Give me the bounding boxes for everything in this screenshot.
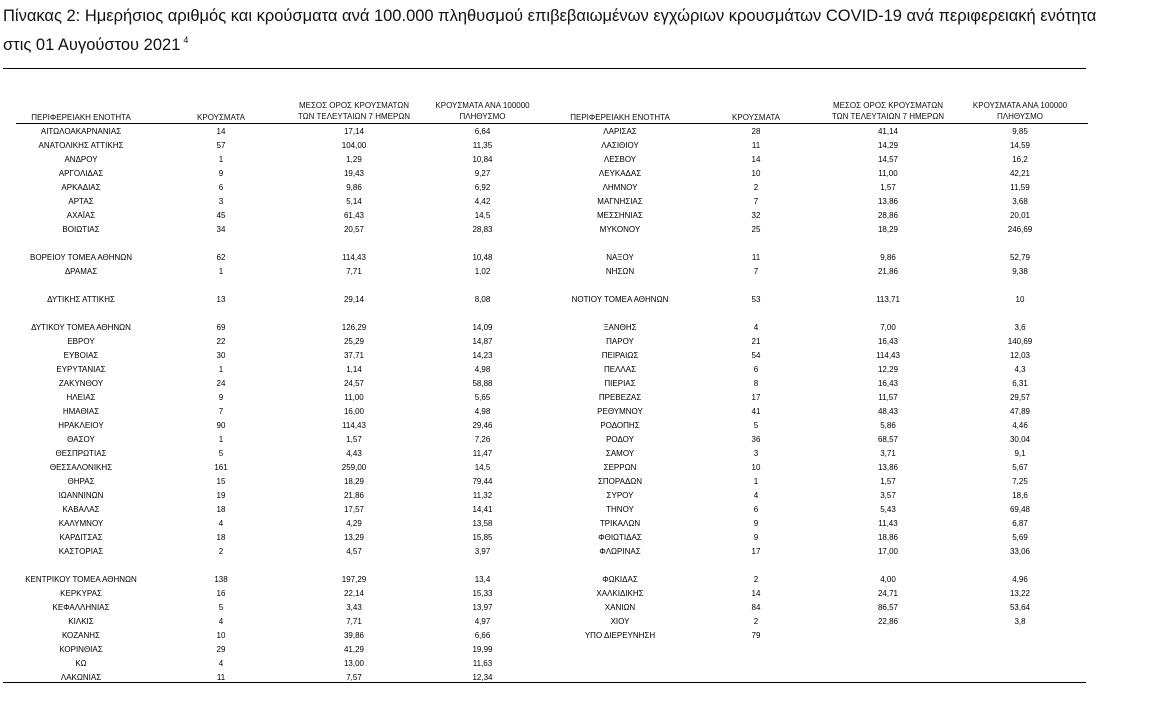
cell-region: ΘΕΣΣΑΛΟΝΙΚΗΣ	[49, 463, 113, 472]
cell-region: ΣΥΡΟΥ	[606, 491, 634, 500]
cell-per100k: 16,2	[1012, 155, 1028, 164]
cell-per100k: 4,97	[474, 617, 491, 626]
cell-avg7: 7,71	[346, 617, 362, 626]
cell-cases: 6	[753, 505, 759, 514]
cell-avg7: 37,71	[343, 351, 365, 360]
cell-cases: 8	[753, 379, 759, 388]
cell-cases: 4	[753, 491, 759, 500]
cell-region: ΔΥΤΙΚΟΥ ΤΟΜΕΑ ΑΘΗΝΩΝ	[31, 323, 131, 332]
cell-region: ΚΕΡΚΥΡΑΣ	[60, 589, 102, 598]
cell-avg7: 126,29	[341, 323, 367, 332]
cell-avg7: 1,57	[880, 183, 896, 192]
cell-avg7: 14,57	[877, 155, 899, 164]
cell-per100k: 42,21	[1009, 169, 1031, 178]
cell-region: ΒΟΡΕΙΟΥ ΤΟΜΕΑ ΑΘΗΝΩΝ	[29, 253, 133, 262]
cell-region: ΧΑΛΚΙΔΙΚΗΣ	[596, 589, 644, 598]
cell-region: ΚΑΣΤΟΡΙΑΣ	[58, 547, 104, 556]
header-avg-line2: ΤΩΝ ΤΕΛΕΥΤΑΙΩΝ 7 ΗΜΕΡΩΝ	[831, 112, 945, 121]
cell-cases: 13	[216, 295, 226, 304]
cell-region: ΠΑΡΟΥ	[606, 337, 634, 346]
cell-cases: 7	[753, 267, 759, 276]
cell-avg7: 13,29	[343, 533, 365, 542]
caption-text: Πίνακας 2: Ημερήσιος αριθμός και κρούσματα ανά 100.000 πληθυσμού επιβεβαιωμένων εγχώριων κρουσμάτων COVID-19 ανά περιφερειακή ενότητα στις 01 Αυγούστου 2021	[3, 7, 1097, 54]
cell-cases: 24	[216, 379, 226, 388]
cell-per100k: 3,8	[1014, 617, 1026, 626]
cell-cases: 36	[751, 435, 761, 444]
cell-per100k: 14,5	[474, 463, 491, 472]
cell-region: ΗΜΑΘΙΑΣ	[62, 407, 100, 416]
cell-per100k: 4,42	[474, 197, 491, 206]
cell-avg7: 24,71	[877, 589, 899, 598]
cell-cases: 1	[218, 365, 224, 374]
cell-avg7: 11,43	[878, 519, 898, 528]
cell-cases: 29	[216, 645, 226, 654]
cell-per100k: 13,97	[472, 603, 493, 612]
cell-per100k: 14,23	[472, 351, 493, 360]
cell-avg7: 259,00	[341, 463, 367, 472]
cell-region: ΜΑΓΝΗΣΙΑΣ	[597, 197, 643, 206]
cell-per100k: 29,57	[1009, 393, 1031, 402]
cell-avg7: 12,29	[877, 365, 899, 374]
cell-cases: 22	[216, 337, 226, 346]
cell-cases: 57	[216, 141, 226, 150]
cell-per100k: 11,47	[472, 449, 493, 458]
cell-per100k: 9,27	[474, 169, 491, 178]
cell-region: ΖΑΚΥΝΘΟΥ	[58, 379, 104, 388]
cell-cases: 2	[753, 617, 759, 626]
table-caption	[3, 4, 1123, 57]
cell-avg7: 17,57	[343, 505, 365, 514]
cell-per100k: 52,79	[1009, 253, 1031, 262]
cell-region: ΠΕΙΡΑΙΩΣ	[601, 351, 639, 360]
cell-region: ΚΑΒΑΛΑΣ	[62, 505, 100, 514]
cell-avg7: 18,29	[343, 477, 365, 486]
cell-region: ΚΕΝΤΡΙΚΟΥ ΤΟΜΕΑ ΑΘΗΝΩΝ	[25, 575, 137, 584]
cell-avg7: 5,14	[346, 197, 362, 206]
cell-cases: 34	[216, 225, 226, 234]
cell-cases: 10	[751, 463, 761, 472]
cell-avg7: 21,86	[343, 491, 365, 500]
cell-per100k: 15,85	[472, 533, 493, 542]
cell-per100k: 29,46	[472, 421, 493, 430]
cell-per100k: 33,06	[1009, 547, 1031, 556]
cell-per100k: 9,1	[1014, 449, 1026, 458]
cell-avg7: 3,57	[880, 491, 896, 500]
cell-avg7: 4,43	[346, 449, 362, 458]
cell-cases: 19	[216, 491, 226, 500]
cell-avg7: 5,86	[880, 421, 896, 430]
cell-avg7: 18,86	[877, 533, 899, 542]
cell-per100k: 11,59	[1010, 183, 1030, 192]
cell-region: ΠΙΕΡΙΑΣ	[604, 379, 636, 388]
cell-cases: 16	[216, 589, 226, 598]
header-region-left: ΠΕΡΙΦΕΡΕΙΑΚΗ ΕΝΟΤΗΤΑ	[31, 113, 131, 122]
cell-region: ΕΥΒΟΙΑΣ	[63, 351, 99, 360]
cell-region: ΕΥΡΥΤΑΝΙΑΣ	[56, 365, 106, 374]
cell-region: ΚΙΛΚΙΣ	[68, 617, 94, 626]
cell-region: ΡΟΔΟΥ	[606, 435, 634, 444]
cell-region: ΧΑΝΙΩΝ	[604, 603, 636, 612]
cell-region: ΤΡΙΚΑΛΩΝ	[599, 519, 641, 528]
cell-avg7: 22,14	[343, 589, 365, 598]
cell-cases: 7	[753, 197, 759, 206]
cell-cases: 30	[216, 351, 226, 360]
cell-cases: 32	[751, 211, 761, 220]
cell-per100k: 11,35	[472, 141, 493, 150]
cell-avg7: 1,57	[346, 435, 362, 444]
header-avg-left	[284, 100, 424, 122]
cell-region: ΗΡΑΚΛΕΙΟΥ	[58, 421, 104, 430]
cell-cases: 138	[214, 575, 228, 584]
cell-avg7: 11,57	[878, 393, 898, 402]
cell-avg7: 4,29	[346, 519, 362, 528]
header-cases-right: ΚΡΟΥΣΜΑΤΑ	[732, 113, 780, 122]
cell-avg7: 16,00	[343, 407, 365, 416]
cell-avg7: 29,14	[343, 295, 365, 304]
header-per100k-left	[420, 100, 545, 122]
cell-region: ΣΑΜΟΥ	[605, 449, 635, 458]
cell-per100k: 8,08	[474, 295, 491, 304]
cell-cases: 14	[751, 155, 761, 164]
cell-avg7: 114,43	[342, 253, 366, 262]
cell-avg7: 68,57	[877, 435, 899, 444]
cell-per100k: 4,96	[1012, 575, 1028, 584]
cell-cases: 2	[753, 183, 759, 192]
cell-region: ΜΕΣΣΗΝΙΑΣ	[597, 211, 643, 220]
cell-avg7: 39,86	[343, 631, 365, 640]
cell-avg7: 13,86	[877, 463, 899, 472]
cell-cases: 161	[214, 463, 228, 472]
cell-per100k: 19,99	[472, 645, 493, 654]
cell-avg7: 113,71	[876, 295, 900, 304]
cell-cases: 79	[751, 631, 761, 640]
cell-region: ΚΕΦΑΛΛΗΝΙΑΣ	[52, 603, 110, 612]
cell-per100k: 6,87	[1012, 519, 1028, 528]
cell-per100k: 6,31	[1012, 379, 1028, 388]
cell-region: ΠΡΕΒΕΖΑΣ	[598, 393, 642, 402]
header-avg-right	[818, 100, 958, 122]
footnote-marker: 4	[183, 35, 189, 45]
cell-avg7: 41,14	[877, 127, 899, 136]
cell-avg7: 9,86	[880, 253, 896, 262]
cell-avg7: 19,43	[343, 169, 365, 178]
cell-region: ΗΛΕΙΑΣ	[66, 393, 96, 402]
cell-region: ΑΙΤΩΛΟΑΚΑΡΝΑΝΙΑΣ	[40, 127, 122, 136]
cell-cases: 4	[218, 519, 224, 528]
cell-per100k: 47,89	[1009, 407, 1031, 416]
cell-region: ΣΕΡΡΩΝ	[603, 463, 637, 472]
cell-region: ΣΠΟΡΑΔΩΝ	[597, 477, 643, 486]
cell-per100k: 12,03	[1009, 351, 1031, 360]
cell-region: ΚΑΡΔΙΤΣΑΣ	[59, 533, 103, 542]
cell-avg7: 20,57	[343, 225, 365, 234]
cell-cases: 3	[753, 449, 759, 458]
cell-region: ΔΡΑΜΑΣ	[64, 267, 98, 276]
header-per100k-line2: ΠΛΗΘΥΣΜΟ	[996, 112, 1044, 121]
cell-avg7: 104,00	[341, 141, 367, 150]
cell-avg7: 197,29	[341, 575, 367, 584]
cell-cases: 6	[218, 183, 224, 192]
cell-cases: 7	[218, 407, 224, 416]
cell-region: ΥΠΟ ΔΙΕΡΕΥΝΗΣΗ	[584, 631, 656, 640]
cell-region: ΔΥΤΙΚΗΣ ΑΤΤΙΚΗΣ	[47, 295, 115, 304]
cell-region: ΝΟΤΙΟΥ ΤΟΜΕΑ ΑΘΗΝΩΝ	[571, 295, 669, 304]
header-avg-line1: ΜΕΣΟΣ ΟΡΟΣ ΚΡΟΥΣΜΑΤΩΝ	[832, 101, 944, 110]
cell-per100k: 14,59	[1009, 141, 1031, 150]
cell-avg7: 1,14	[346, 365, 362, 374]
header-per100k-line1: ΚΡΟΥΣΜΑΤΑ ΑΝΑ 100000	[435, 101, 530, 110]
cell-cases: 17	[751, 393, 761, 402]
cell-avg7: 16,43	[877, 379, 899, 388]
cell-per100k: 5,65	[474, 393, 491, 402]
cell-avg7: 1,57	[880, 477, 896, 486]
cell-per100k: 4,3	[1014, 365, 1026, 374]
cell-avg7: 21,86	[877, 267, 899, 276]
cell-avg7: 7,00	[880, 323, 896, 332]
header-region-right: ΠΕΡΙΦΕΡΕΙΑΚΗ ΕΝΟΤΗΤΑ	[570, 113, 670, 122]
cell-region: ΙΩΑΝΝΙΝΩΝ	[58, 491, 104, 500]
cell-avg7: 14,29	[877, 141, 899, 150]
cell-avg7: 41,29	[343, 645, 365, 654]
cell-avg7: 16,43	[877, 337, 899, 346]
cell-region: ΑΡΤΑΣ	[68, 197, 94, 206]
cell-per100k: 3,6	[1014, 323, 1026, 332]
cell-region: ΤΗΝΟΥ	[606, 505, 634, 514]
cell-per100k: 20,01	[1009, 211, 1031, 220]
cell-cases: 3	[218, 197, 224, 206]
cell-cases: 2	[753, 575, 759, 584]
cell-region: ΞΑΝΘΗΣ	[603, 323, 637, 332]
cell-region: ΡΟΔΟΠΗΣ	[600, 421, 640, 430]
cell-cases: 14	[216, 127, 226, 136]
cell-per100k: 14,41	[472, 505, 493, 514]
cell-cases: 18	[216, 533, 226, 542]
cell-cases: 41	[751, 407, 761, 416]
cell-per100k: 11,63	[472, 659, 493, 668]
cell-per100k: 9,85	[1012, 127, 1028, 136]
cell-avg7: 114,43	[342, 421, 366, 430]
cell-per100k: 1,02	[474, 267, 491, 276]
cell-region: ΜΥΚΟΝΟΥ	[599, 225, 641, 234]
cell-region: ΝΑΞΟΥ	[606, 253, 634, 262]
header-per100k-right	[955, 100, 1085, 122]
cell-avg7: 9,86	[346, 183, 362, 192]
header-avg-line1: ΜΕΣΟΣ ΟΡΟΣ ΚΡΟΥΣΜΑΤΩΝ	[298, 101, 410, 110]
cell-region: ΚΑΛΥΜΝΟΥ	[58, 519, 104, 528]
cell-per100k: 5,67	[1012, 463, 1028, 472]
cell-cases: 4	[753, 323, 759, 332]
cell-per100k: 58,88	[472, 379, 493, 388]
cell-per100k: 15,33	[472, 589, 493, 598]
cell-region: ΘΑΣΟΥ	[67, 435, 95, 444]
cell-per100k: 12,34	[472, 673, 493, 682]
cell-avg7: 11,00	[878, 169, 898, 178]
cell-cases: 4	[218, 659, 224, 668]
cell-region: ΘΕΣΠΡΩΤΙΑΣ	[55, 449, 107, 458]
cell-region: ΛΗΜΝΟΥ	[602, 183, 638, 192]
cell-cases: 10	[751, 169, 761, 178]
cell-region: ΡΕΘΥΜΝΟΥ	[597, 407, 643, 416]
cell-cases: 9	[218, 393, 224, 402]
cell-per100k: 79,44	[472, 477, 493, 486]
cell-per100k: 7,25	[1012, 477, 1028, 486]
cell-cases: 14	[751, 589, 761, 598]
cell-avg7: 114,43	[876, 351, 900, 360]
cell-region: ΕΒΡΟΥ	[67, 337, 95, 346]
cell-region: ΛΕΣΒΟΥ	[603, 155, 637, 164]
cell-avg7: 25,29	[343, 337, 365, 346]
cell-cases: 5	[218, 603, 224, 612]
top-rule	[3, 68, 1086, 69]
cell-per100k: 3,97	[474, 547, 491, 556]
cell-region: ΑΧΑΪΑΣ	[66, 211, 96, 220]
cell-cases: 62	[216, 253, 226, 262]
cell-per100k: 30,04	[1009, 435, 1031, 444]
cell-region: ΦΘΙΩΤΙΔΑΣ	[598, 533, 642, 542]
cell-region: ΠΕΛΛΑΣ	[603, 365, 637, 374]
cell-avg7: 7,57	[346, 673, 362, 682]
cell-region: ΦΩΚΙΔΑΣ	[602, 575, 638, 584]
cell-avg7: 7,71	[346, 267, 362, 276]
cell-per100k: 9,38	[1012, 267, 1028, 276]
cell-cases: 90	[216, 421, 226, 430]
cell-region: ΑΝΑΤΟΛΙΚΗΣ ΑΤΤΙΚΗΣ	[38, 141, 124, 150]
cell-avg7: 17,14	[343, 127, 365, 136]
cell-cases: 2	[218, 547, 224, 556]
cell-avg7: 24,57	[343, 379, 365, 388]
cell-avg7: 11,00	[344, 393, 364, 402]
cell-cases: 9	[753, 533, 759, 542]
cell-avg7: 5,43	[880, 505, 896, 514]
cell-per100k: 6,64	[474, 127, 491, 136]
cell-per100k: 6,92	[474, 183, 491, 192]
cell-cases: 11	[751, 253, 761, 262]
header-per100k-line1: ΚΡΟΥΣΜΑΤΑ ΑΝΑ 100000	[972, 101, 1068, 110]
cell-cases: 6	[753, 365, 759, 374]
cell-per100k: 140,69	[1007, 337, 1033, 346]
cell-avg7: 18,29	[877, 225, 899, 234]
cell-region: ΝΗΣΩΝ	[605, 267, 635, 276]
cell-region: ΚΟΡΙΝΘΙΑΣ	[59, 645, 103, 654]
header-per100k-line2: ΠΛΗΘΥΣΜΟ	[459, 112, 506, 121]
cell-cases: 5	[753, 421, 759, 430]
header-avg-line2: ΤΩΝ ΤΕΛΕΥΤΑΙΩΝ 7 ΗΜΕΡΩΝ	[297, 112, 411, 121]
bottom-rule	[3, 682, 1086, 683]
cell-per100k: 18,6	[1012, 491, 1028, 500]
cell-avg7: 1,29	[346, 155, 362, 164]
cell-per100k: 11,32	[472, 491, 493, 500]
cell-avg7: 3,43	[346, 603, 362, 612]
cell-per100k: 13,22	[1009, 589, 1031, 598]
cell-per100k: 13,4	[474, 575, 491, 584]
cell-avg7: 13,00	[343, 659, 365, 668]
cell-cases: 69	[216, 323, 226, 332]
cell-region: ΛΕΥΚΑΔΑΣ	[598, 169, 642, 178]
cell-cases: 21	[751, 337, 761, 346]
cell-per100k: 4,98	[474, 365, 491, 374]
cell-cases: 54	[751, 351, 761, 360]
cell-region: ΦΛΩΡΙΝΑΣ	[599, 547, 641, 556]
cell-per100k: 4,46	[1012, 421, 1028, 430]
cell-region: ΘΗΡΑΣ	[67, 477, 95, 486]
cell-per100k: 10	[1015, 295, 1025, 304]
cell-region: ΒΟΙΩΤΙΑΣ	[62, 225, 100, 234]
cell-per100k: 7,26	[474, 435, 491, 444]
cell-cases: 10	[216, 631, 226, 640]
cell-cases: 15	[216, 477, 226, 486]
cell-region: ΚΩ	[75, 659, 87, 668]
cell-per100k: 69,48	[1009, 505, 1031, 514]
cell-cases: 1	[218, 267, 224, 276]
cell-cases: 18	[216, 505, 226, 514]
cell-per100k: 4,98	[474, 407, 491, 416]
cell-per100k: 3,68	[1012, 197, 1028, 206]
cell-avg7: 3,71	[880, 449, 896, 458]
cell-cases: 53	[751, 295, 761, 304]
cell-per100k: 246,69	[1007, 225, 1033, 234]
cell-per100k: 14,87	[472, 337, 493, 346]
cell-cases: 17	[751, 547, 761, 556]
cell-avg7: 13,86	[877, 197, 899, 206]
cell-avg7: 17,00	[877, 547, 899, 556]
cell-per100k: 53,64	[1009, 603, 1031, 612]
cell-per100k: 10,84	[472, 155, 493, 164]
cell-avg7: 4,57	[346, 547, 362, 556]
cell-region: ΛΑΚΩΝΙΑΣ	[60, 673, 102, 682]
cell-cases: 84	[751, 603, 761, 612]
header-cases-left: ΚΡΟΥΣΜΑΤΑ	[197, 113, 245, 122]
cell-avg7: 86,57	[877, 603, 899, 612]
cell-cases: 9	[753, 519, 759, 528]
cell-per100k: 14,09	[472, 323, 493, 332]
cell-cases: 11	[216, 673, 226, 682]
cell-cases: 1	[218, 435, 224, 444]
header-rule	[16, 123, 1088, 124]
cell-cases: 11	[751, 141, 761, 150]
cell-cases: 25	[751, 225, 761, 234]
cell-region: ΛΑΡΙΣΑΣ	[603, 127, 637, 136]
cell-region: ΧΙΟΥ	[610, 617, 630, 626]
cell-per100k: 10,48	[472, 253, 493, 262]
cell-per100k: 13,58	[472, 519, 493, 528]
cell-per100k: 6,66	[474, 631, 491, 640]
cell-region: ΑΡΓΟΛΙΔΑΣ	[58, 169, 104, 178]
cell-avg7: 48,43	[877, 407, 899, 416]
cell-region: ΑΝΔΡΟΥ	[64, 155, 98, 164]
cell-region: ΚΟΖΑΝΗΣ	[61, 631, 101, 640]
cell-cases: 1	[218, 155, 224, 164]
cell-per100k: 5,69	[1012, 533, 1028, 542]
cell-region: ΛΑΣΙΘΙΟΥ	[601, 141, 639, 150]
cell-per100k: 14,5	[474, 211, 491, 220]
cell-region: ΑΡΚΑΔΙΑΣ	[61, 183, 101, 192]
cell-avg7: 4,00	[880, 575, 896, 584]
cell-per100k: 28,83	[472, 225, 493, 234]
cell-cases: 5	[218, 449, 224, 458]
cell-cases: 1	[753, 477, 759, 486]
cell-avg7: 61,43	[343, 211, 365, 220]
cell-cases: 4	[218, 617, 224, 626]
cell-cases: 45	[216, 211, 226, 220]
cell-avg7: 22,86	[877, 617, 899, 626]
cell-cases: 9	[218, 169, 224, 178]
cell-cases: 28	[751, 127, 761, 136]
cell-avg7: 28,86	[877, 211, 899, 220]
